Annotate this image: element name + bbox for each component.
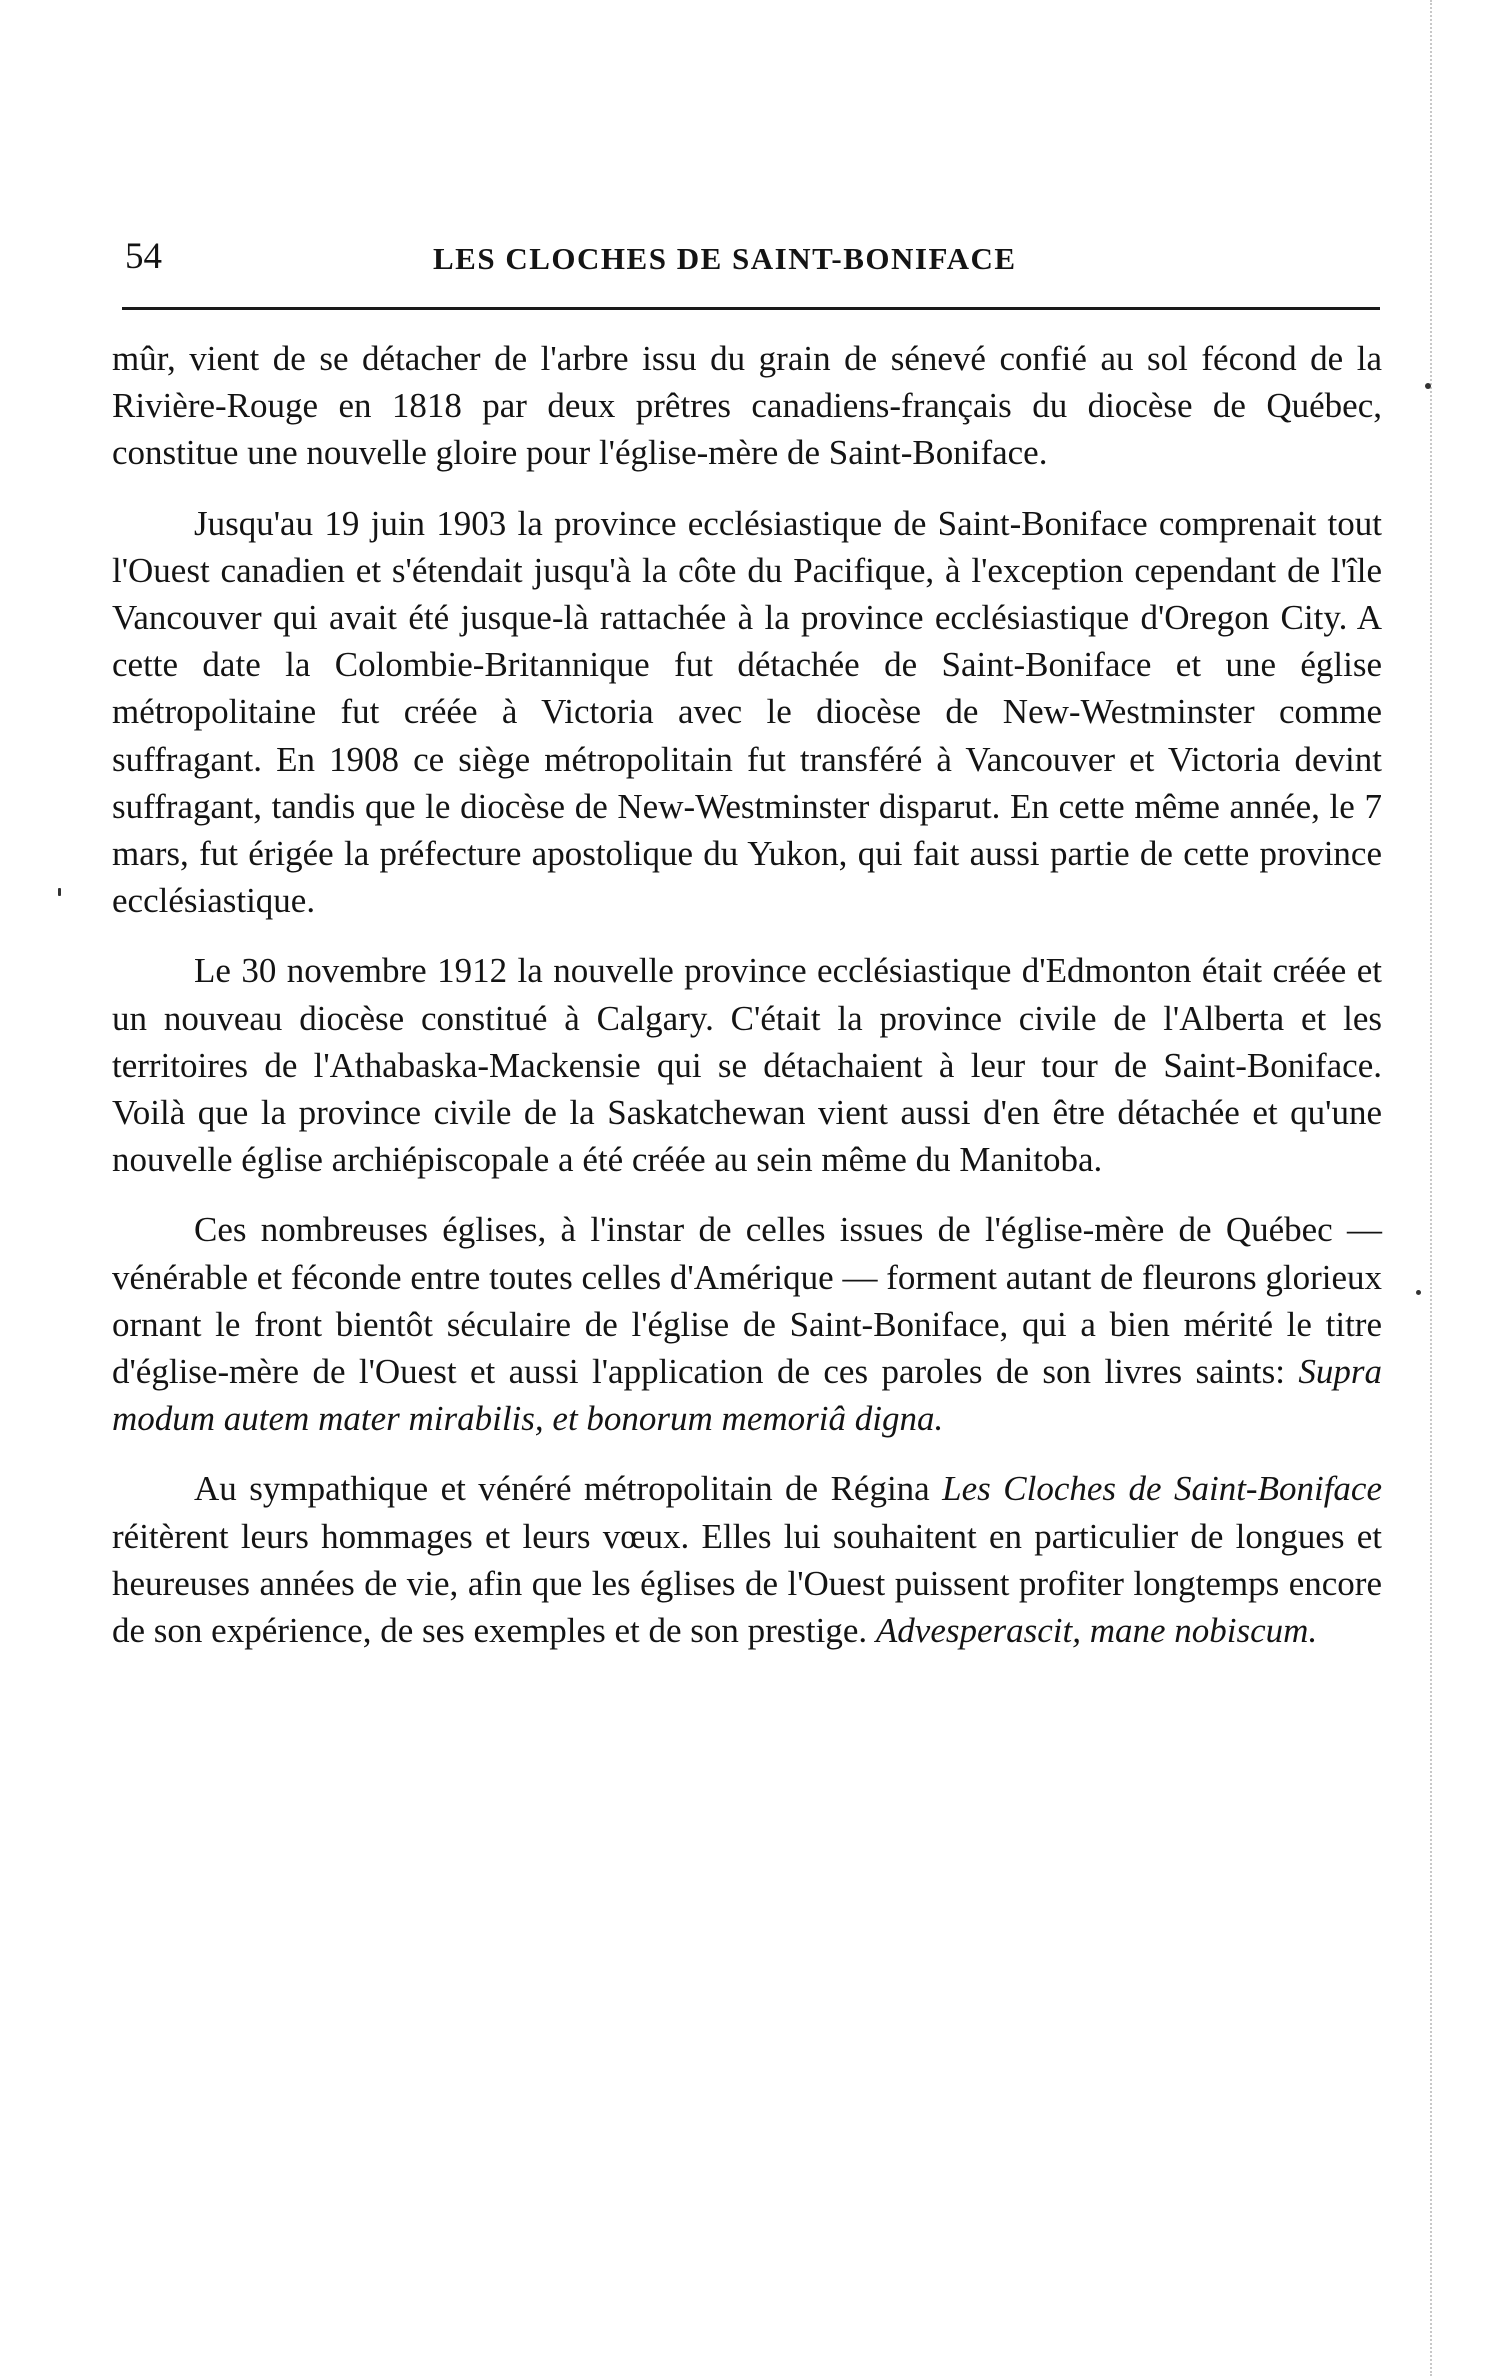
paragraph-3	[112, 947, 1382, 1183]
header-rule	[122, 307, 1380, 310]
paragraph-5-journal-title: Les Cloches de Saint-Boniface	[942, 1469, 1382, 1509]
body-text	[112, 335, 1382, 1654]
paragraph-5	[112, 1465, 1382, 1654]
paragraph-5-text: Au sympathique et vénéré métropolitain de Régina	[194, 1469, 943, 1509]
paragraph-4-text: Ces nombreuses églises, à l'instar de celles issues de l'église-mère de Québec — vénérable et féconde entre toutes celles d'Amérique — forment autant de fleurons glorieux ornant le front bientôt séculaire de l'église de Saint-Boniface, qui a bien mérité le titre d'église-mère de l'Ouest et aussi l'application de ces paroles de son livres saints:	[112, 1210, 1382, 1392]
paragraph-2-text: Jusqu'au 19 juin 1903 la province ecclésiastique de Saint-Boniface comprenait tout l'Ouest canadien et s'étendait jusqu'à la côte du Pacifique, à l'exception cependant de l'île Vancouver qui avait été jusque-là rattachée à la province ecclésiastique d'Oregon City. A cette date la Colombie-Britannique fut détachée de Saint-Boniface et une église métropolitaine fut créée à Victoria avec le diocèse de New-Westminster comme suffragant. En 1908 ce siège métropolitain fut transféré à Vancouver et Victoria devint suffragant, tandis que le diocèse de New-Westminster disparut. En cette même année, le 7 mars, fut érigée la préfecture apostolique du Yukon, qui fait aussi partie de cette province ecclésiastique.	[112, 503, 1382, 921]
scan-speck	[1416, 1290, 1421, 1295]
paragraph-1	[112, 335, 1382, 477]
paragraph-5-text-continued: réitèrent leurs hommages et leurs vœux. Elles lui souhaitent en particulier de longues et heureuses années de vie, afin que les églises de l'Ouest puissent profiter longtemps encore de son expérience, de ses exemples et de son prestige.	[112, 1516, 1382, 1651]
scan-speck	[58, 888, 61, 896]
scan-edge	[1430, 0, 1436, 2376]
paragraph-5-latin-quote: Advesperascit, mane nobiscum.	[875, 1611, 1318, 1651]
paragraph-2	[112, 500, 1382, 925]
page-header	[115, 232, 1375, 282]
scan-speck	[1425, 383, 1431, 389]
paragraph-1-text: mûr, vient de se détacher de l'arbre issu du grain de sénevé confié au sol fécond de la Rivière-Rouge en 1818 par deux prêtres canadiens-français du diocèse de Québec, constitue une nouvelle gloire pour l'église-mère de Saint-Boniface.	[112, 339, 1382, 473]
running-head: LES CLOCHES DE SAINT-BONIFACE	[433, 241, 1017, 276]
paragraph-4	[112, 1206, 1382, 1442]
page-number: 54	[125, 236, 162, 277]
paragraph-4-latin-quote: Supra modum autem mater mirabilis, et bonorum memoriâ digna.	[112, 1352, 1382, 1439]
paragraph-3-text: Le 30 novembre 1912 la nouvelle province ecclésiastique d'Edmonton était créée et un nouveau diocèse constitué à Calgary. C'était la province civile de l'Alberta et les territoires de l'Athabaska-Mackensie qui se détachaient à leur tour de Saint-Boniface. Voilà que la province civile de la Saskatchewan vient aussi d'en être détachée et qu'une nouvelle église archiépiscopale a été créée au sein même du Manitoba.	[112, 951, 1382, 1180]
